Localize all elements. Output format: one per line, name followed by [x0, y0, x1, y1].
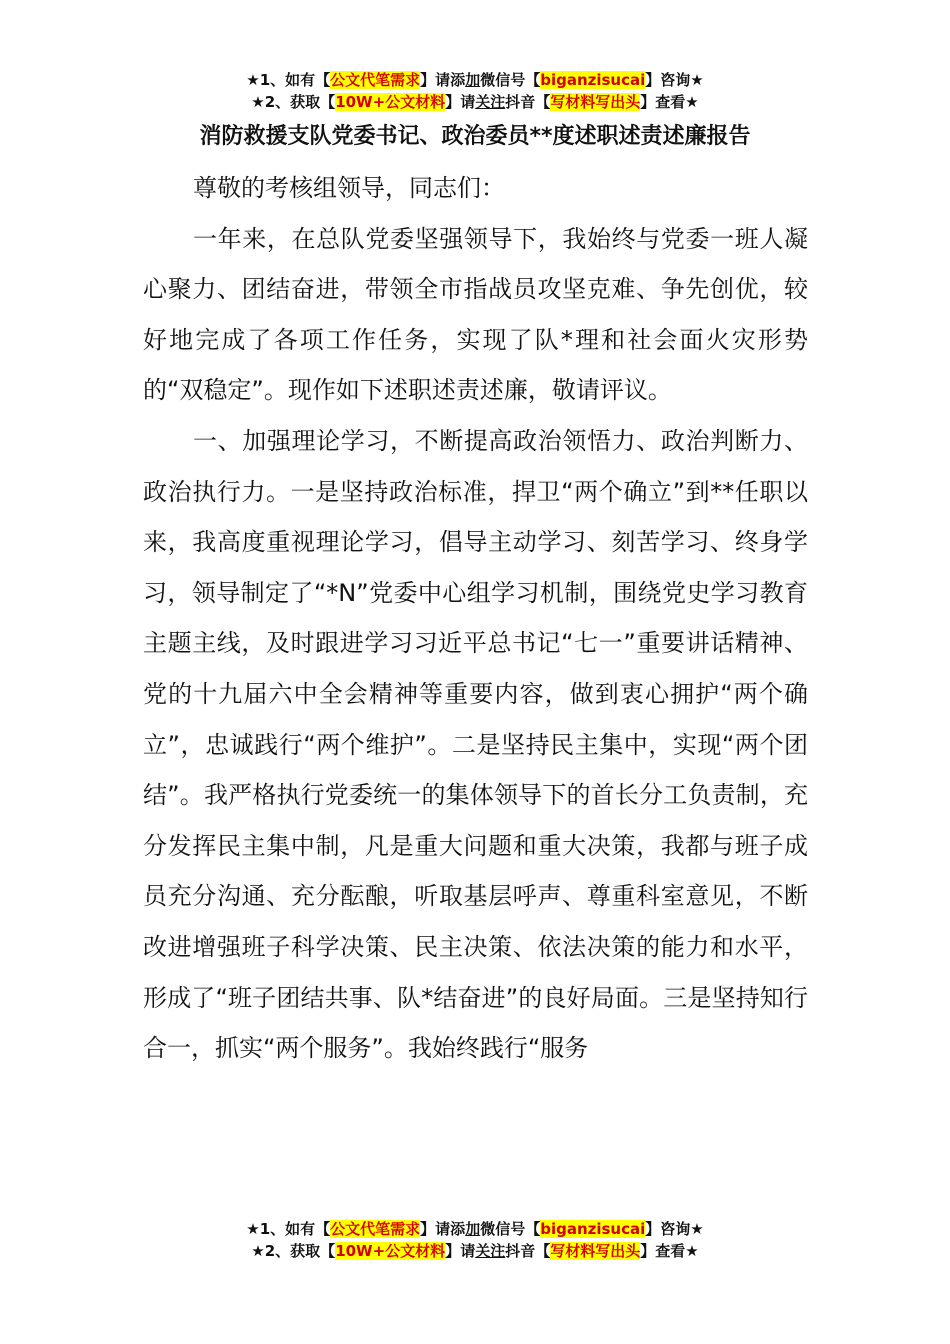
- banner-text: 抖音【: [505, 1242, 551, 1260]
- banner-text: 】查看★: [640, 93, 699, 111]
- wechat-id: biganzisucai: [540, 71, 646, 89]
- underlined-text: 关注: [475, 93, 506, 111]
- banner-text: ★1、如有【: [246, 71, 331, 89]
- banner-text: 】查看★: [640, 1242, 699, 1260]
- highlight-text: 公文代笔需求: [330, 1220, 421, 1238]
- banner-text: 抖音【: [505, 93, 551, 111]
- paragraph-section-1: 一、加强理论学习，不断提高政治领悟力、政治判断力、政治执行力。一是坚持政治标准，捍卫“两个确立”到**任职以来，我高度重视理论学习，倡导主动学习、刻苦学习、终身学习，领导制定了“*N”党委中心组学习机制，围绕党史学习教育主题主线，及时跟进学习习近平总书记“七一”重要讲话精神、党的十九届六中全会精神等重要内容，做到衷心拥护“两个确立”，忠诚践行“两个维护”。二是坚持民主集中，实现“两个团结”。我严格执行党委统一的集体领导下的首长分工负责制，充分发挥民主集中制，凡是重大问题和重大决策，我都与班子成员充分沟通、充分酝酿，听取基层呼声、尊重科室意见，不断改进增强班子科学决策、民主决策、依法决策的能力和水平，形成了“班子团结共事、队*结奋进”的良好局面。三是坚持知行合一，抓实“两个服务”。我始终践行“服务: [143, 426, 808, 1063]
- highlight-text: 10W+公文材料: [335, 1242, 446, 1260]
- salutation: 尊敬的考核组领导，同志们：: [193, 174, 505, 202]
- banner-text: ★2、获取【: [251, 93, 336, 111]
- footer-banner: [0, 1218, 950, 1262]
- highlight-text: 公文代笔需求: [330, 71, 421, 89]
- highlight-text: 10W+公文材料: [335, 93, 446, 111]
- underlined-text: 加: [465, 1220, 481, 1238]
- banner-text: 】请: [445, 1242, 476, 1260]
- banner-text: 微信号【: [480, 71, 541, 89]
- banner-text: 微信号【: [480, 1220, 541, 1238]
- banner-line-1: [0, 1218, 950, 1240]
- document-body: [143, 163, 808, 1074]
- banner-text: 】咨询★: [645, 1220, 704, 1238]
- douyin-account: 写材料写出头: [550, 93, 641, 111]
- banner-line-2: [0, 91, 950, 113]
- underlined-text: 加: [465, 71, 481, 89]
- banner-line-1: [0, 69, 950, 91]
- header-banner: [0, 69, 950, 113]
- banner-text: 】请: [445, 93, 476, 111]
- banner-text: ★1、如有【: [246, 1220, 331, 1238]
- banner-text: 】咨询★: [645, 71, 704, 89]
- banner-text: 】请添: [420, 71, 466, 89]
- banner-line-2: [0, 1240, 950, 1262]
- wechat-id: biganzisucai: [540, 1220, 646, 1238]
- banner-text: ★2、获取【: [251, 1242, 336, 1260]
- paragraph-intro: 一年来，在总队党委坚强领导下，我始终与党委一班人凝心聚力、团结奋进，带领全市指战员攻坚克难、争先创优，较好地完成了各项工作任务，实现了队*理和社会面火灾形势的“双稳定”。现作如下述职述责述廉，敬请评议。: [143, 224, 808, 405]
- banner-text: 】请添: [420, 1220, 466, 1238]
- douyin-account: 写材料写出头: [550, 1242, 641, 1260]
- document-title: 消防救援支队党委书记、政治委员**度述职述责述廉报告: [199, 124, 751, 149]
- underlined-text: 关注: [475, 1242, 506, 1260]
